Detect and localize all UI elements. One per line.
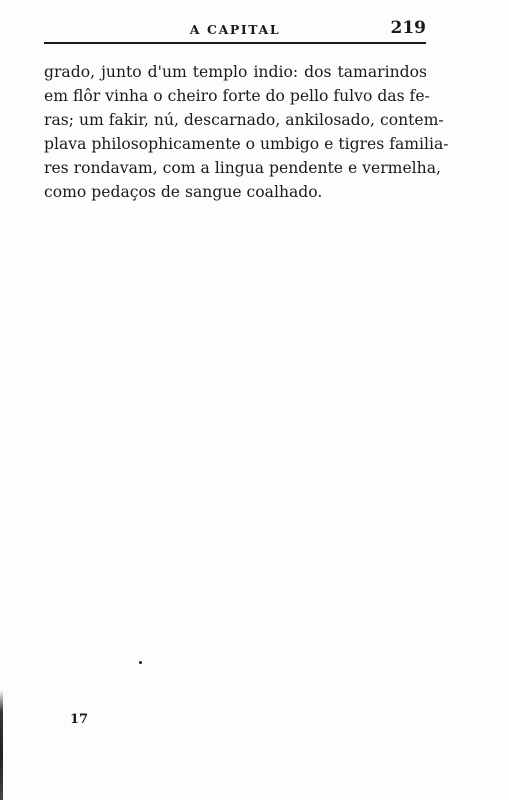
text-line: res rondavam, com a lingua pendente e vermelha,: [44, 159, 441, 177]
running-title: A CAPITAL: [189, 22, 281, 37]
text-line: grado, junto d'um templo indio: dos tamarindos: [44, 63, 427, 81]
page-number: 219: [390, 18, 426, 38]
text-line: ras; um fakir, nú, descarnado, ankilosado, contem-: [44, 111, 444, 129]
text-line: plava philosophicamente o umbigo e tigres familia-: [44, 135, 449, 153]
text-line: em flôr vinha o cheiro forte do pello fulvo das fe-: [44, 87, 430, 105]
running-head: [44, 18, 426, 42]
ink-speck: [139, 661, 142, 664]
text-line: como pedaços de sangue coalhado.: [44, 183, 323, 201]
body-paragraph: [44, 60, 449, 204]
signature-mark: 17: [70, 712, 89, 727]
header-rule: [44, 42, 426, 44]
page-edge-shadow: [0, 690, 3, 800]
